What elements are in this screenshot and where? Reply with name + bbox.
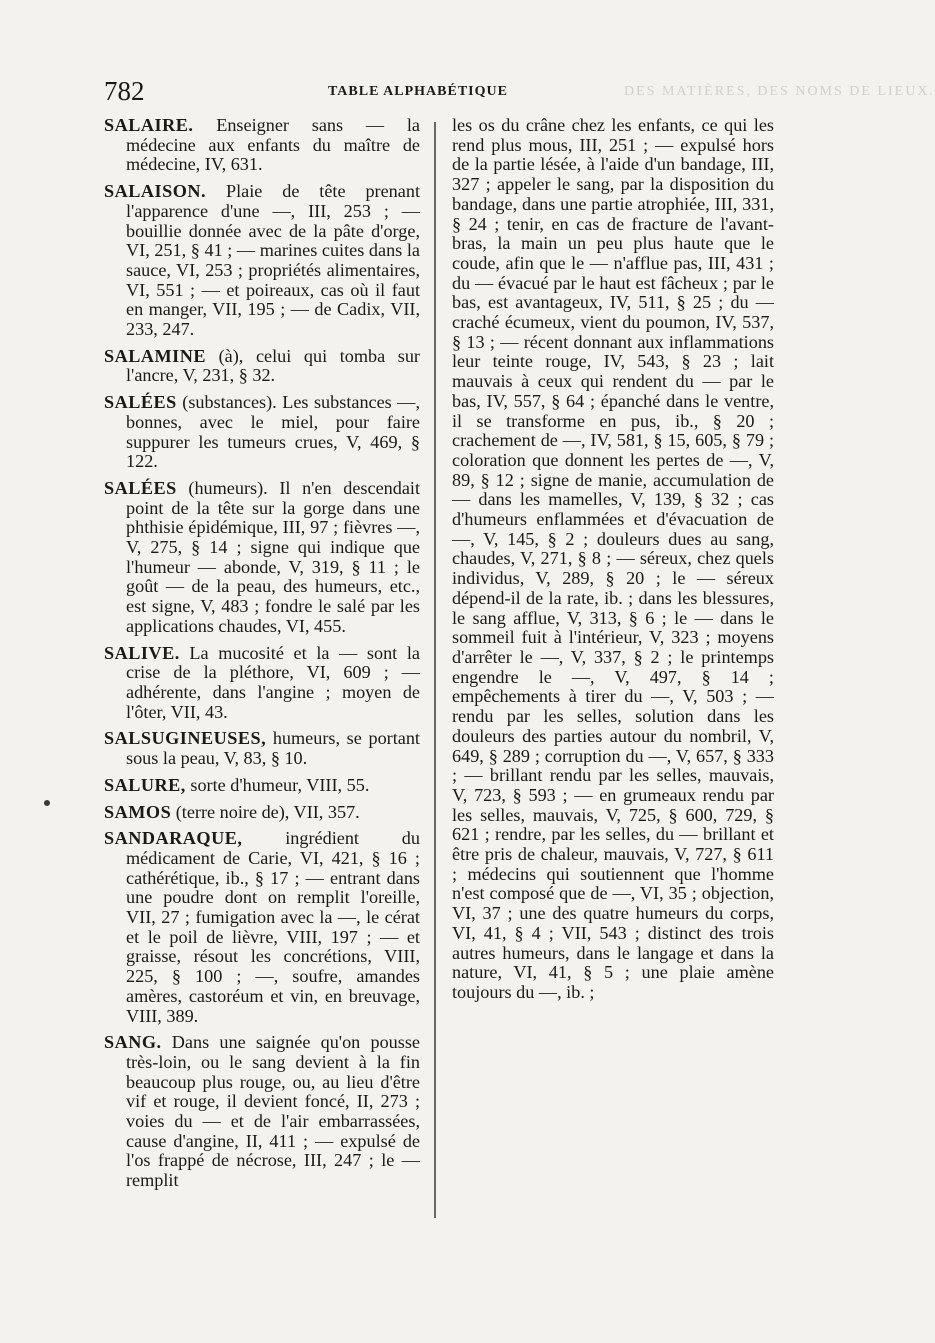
entry-text: ingrédient du médicament de Carie, VI, 421, § 16 ; cathérétique, ib., § 17 ; — entrant dans une poudre dont on remplit l'oreille, VII, 27 ; fumigation avec la —, le cérat et le poil de lièvre, VIII, 197 ; — et graisse, résout les concrétions, VIII, 225, § 100 ; —, soufre, amandes amères, castoréum et vin, en breuvage, VIII, 389. xyxy=(126,828,420,1026)
right-column xyxy=(452,116,774,1003)
entry-text: Enseigner sans — la médecine aux enfants du maître de médecine, IV, 631. xyxy=(126,115,421,175)
page-header xyxy=(104,72,935,108)
entry-text: humeurs, se portant sous la peau, V, 83, § 10. xyxy=(126,728,420,769)
column-divider xyxy=(434,122,436,1218)
index-entry xyxy=(104,829,420,1026)
entry-head: SALAIRE. xyxy=(104,115,194,135)
index-entry xyxy=(104,776,420,796)
entry-text: (à), celui qui tomba sur l'ancre, V, 231, § 32. xyxy=(126,345,420,386)
index-entry xyxy=(104,182,420,340)
entry-text: La mucosité et la — sont la crise de la pléthore, VI, 609 ; — adhérente, dans l'angine ; moyen de l'ôter, VII, 43. xyxy=(126,642,420,722)
bleed-through-text: DES MATIÈRES, DES NOMS DE LIEUX. xyxy=(624,84,935,99)
entry-text: (terre noire de), VII, 357. xyxy=(175,801,360,822)
running-title: TABLE ALPHABÉTIQUE xyxy=(328,84,508,99)
entry-text: sorte d'humeur, VIII, 55. xyxy=(190,774,370,795)
entry-head: SALÉES xyxy=(104,477,177,498)
index-entry xyxy=(104,347,420,386)
entry-head: SALÉES xyxy=(104,392,177,413)
entry-text: Dans une saignée qu'on pousse très-loin, ou le sang devient à la fin beaucoup plus rouge, ou, au lieu d'être vif et rouge, il devient foncé, II, 273 ; voies du — et de l'air embarrassées, cause d'angine, II, 411 ; — expulsé de l'os frappé de nécrose, III, 247 ; le — remplit xyxy=(126,1032,420,1191)
index-entry xyxy=(104,644,420,723)
entry-head: SALAISON. xyxy=(104,181,207,202)
index-entry xyxy=(104,803,420,823)
index-entry xyxy=(104,729,420,768)
index-entry xyxy=(104,116,420,175)
entry-text: (substances). Les substances —, bonnes, avec le miel, pour faire suppurer les tumeurs crues, V, 469, § 122. xyxy=(126,392,420,472)
entry-head: SALURE, xyxy=(104,774,186,795)
entry-head: SALAMINE xyxy=(104,345,207,366)
entry-head: SALSUGINEUSES, xyxy=(104,728,267,749)
index-entry xyxy=(104,1033,420,1191)
entry-text: Plaie de tête prenant l'apparence d'une —, III, 253 ; — bouillie donnée avec de la pâte d'orge, VI, 251, § 41 ; — marines cuites dans la sauce, VI, 253 ; propriétés alimentaires, VI, 551 ; — et poireaux, cas où il faut en manger, VII, 195 ; — de Cadix, VII, 233, 247. xyxy=(126,181,420,340)
entry-continuation: les os du crâne chez les enfants, ce qui les rend plus mous, III, 251 ; — expulsé hors de la partie lésée, à l'aide d'un bandage, III, 327 ; appeler le sang, par la disposition du bandage, dans une partie atrophiée, III, 331, § 24 ; tenir, en cas de fracture de l'avant-bras, la main un peu plus haute que le coude, afin que le — n'afflue pas, III, 431 ; du — évacué par le haut est fâcheux ; par le bas, est avantageux, IV, 511, § 25 ; du — craché écumeux, vient du poumon, IV, 537, § 13 ; — récent donnant aux inflammations leur teinte rouge, IV, 543, § 23 ; lait mauvais à ceux qui rendent du — par le bas, IV, 557, § 64 ; épanché dans le ventre, il se transforme en pus, ib., § 20 ; crachement de —, IV, 581, § 15, 605, § 79 ; coloration que donnent les pertes de —, V, 89, § 12 ; signe de manie, accumulation de — dans les mamelles, V, 139, § 32 ; cas d'humeurs enflammées et d'évacuation de —, V, 145, § 2 ; douleurs dues au sang, chaudes, V, 271, § 8 ; — séreux, chez quels individus, V, 289, § 20 ; le — séreux dépend-il de la rate, ib. ; dans les blessures, le sang afflue, V, 313, § 6 ; le — dans le sommeil fuit à l'intérieur, V, 323 ; moyens d'arrêter le —, V, 337, § 2 ; le printemps engendre le —, V, 497, § 14 ; empêchements à tirer du —, V, 503 ; — rendu par les selles, solution dans les douleurs des parties autour du nombril, V, 649, § 289 ; corruption du —, V, 657, § 333 ; — brillant rendu par les selles, mauvais, V, 723, § 593 ; — en grumeaux rendu par les selles, mauvais, V, 725, § 600, 729, § 621 ; rendre, par les selles, du — brillant et être pris de chaleur, mauvais, V, 727, § 611 ; médecins qui soutiennent que l'homme n'est composé que de —, VI, 35 ; objection, VI, 37 ; une des quatre humeurs du corps, VI, 41, § 4 ; VII, 543 ; distinct des trois autres humeurs, dans le langage et dans la nature, VI, 41, § 5 ; une plaie amène toujours du —, ib. ; xyxy=(452,115,774,1002)
entry-head: SALIVE. xyxy=(104,642,180,663)
index-entry xyxy=(104,479,420,637)
page-number: 782 xyxy=(104,76,145,106)
ink-spot xyxy=(44,800,50,806)
entry-head: SANDARAQUE, xyxy=(104,828,243,849)
index-entry xyxy=(104,393,420,472)
entry-head: SANG. xyxy=(104,1032,162,1053)
left-column xyxy=(104,116,420,1198)
entry-head: SAMOS xyxy=(104,801,172,822)
entry-text: (humeurs). Il n'en descendait point de la tête sur la gorge dans une phthisie épidémique, III, 97 ; fièvres —, V, 275, § 14 ; signe qui indique que l'humeur — abonde, V, 319, § 11 ; le goût — de la peau, des humeurs, etc., est signe, V, 483 ; fondre le salé par les applications chaudes, VI, 455. xyxy=(126,477,421,636)
